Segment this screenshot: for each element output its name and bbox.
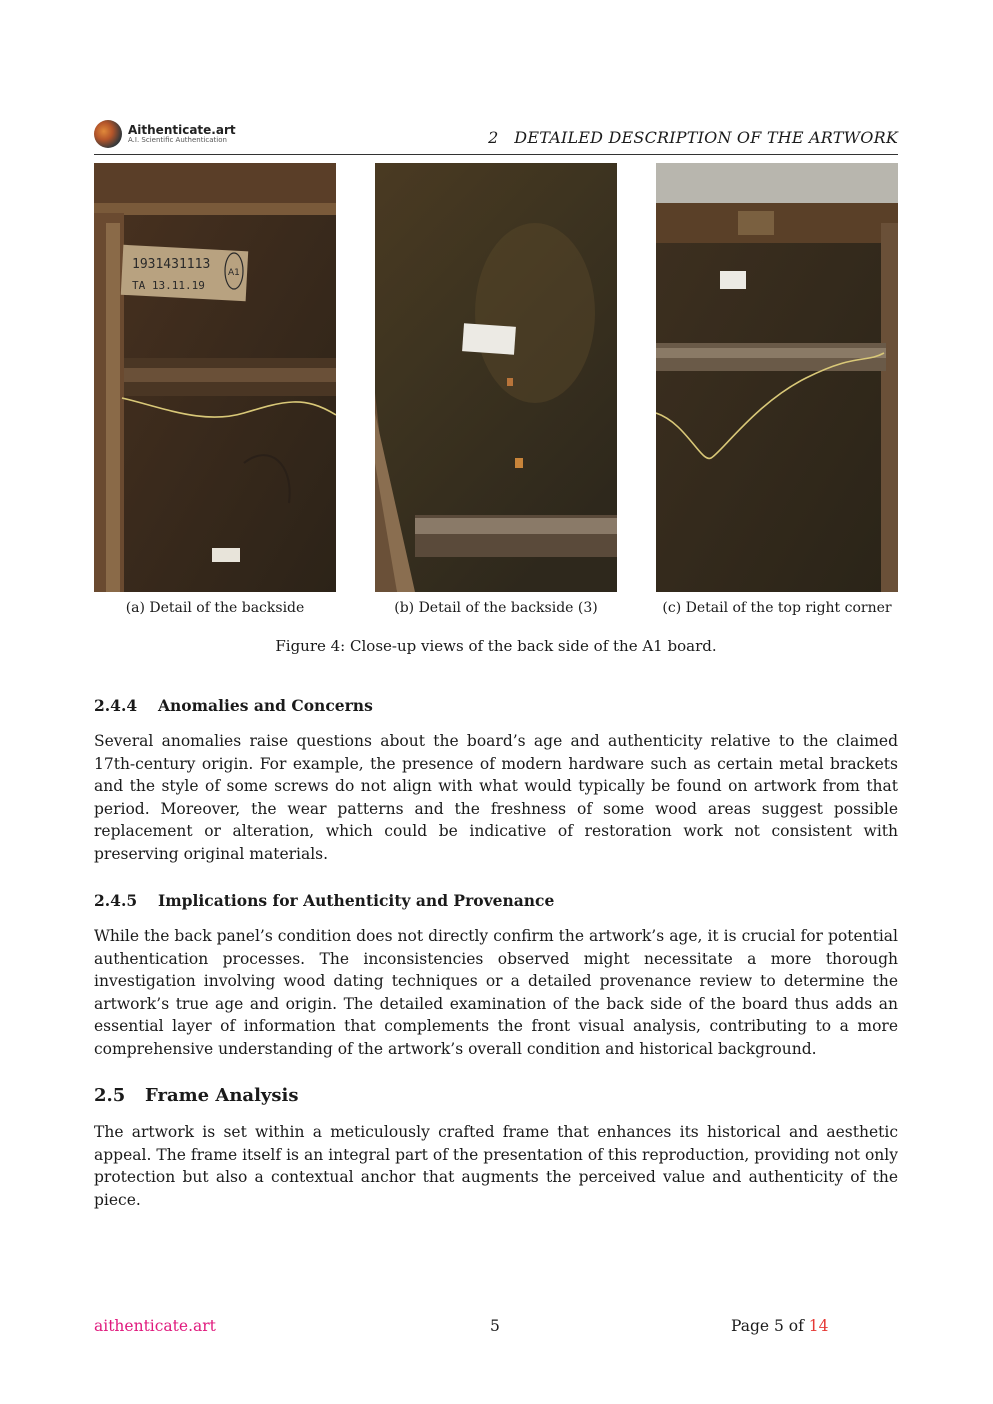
logo-tagline: A.I. Scientific Authentication: [128, 136, 227, 144]
section-number: 2.4.5: [94, 891, 138, 910]
logo: [94, 120, 236, 148]
subcaption-a: (a) Detail of the backside: [125, 600, 305, 616]
section-2-5-text: The artwork is set within a meticulously crafted frame that enhances its historical and aesthetic appeal. The frame itself is an integral part of the presentation of this reproduction, providing not only protection but also a contextual anchor that augments the perceived value and authenticity of the piece.: [94, 1123, 898, 1209]
figure-4: [94, 163, 898, 593]
page-header: [94, 118, 898, 155]
section-2-4-4-heading: [94, 696, 373, 715]
section-2-4-4-text: Several anomalies raise questions about the board’s age and authenticity relative to the claimed 17th-century origin. For example, the presence of modern hardware such as certain metal brackets and the style of some screws do not align with what would typically be found on artwork from that period. Moreover, the wear patterns and the freshness of some wood areas suggest possible replacement or alteration, which could be indicative of restoration work not consistent with preserving original materials.: [94, 732, 898, 863]
section-number: 2.4.4: [94, 696, 138, 715]
section-title: Implications for Authenticity and Provenance: [158, 891, 555, 910]
photo-backside-detail: [94, 163, 336, 592]
photo-backside-detail-3: [375, 163, 617, 592]
footer-page-number: 5: [490, 1317, 500, 1335]
footer-page-count: [731, 1317, 829, 1335]
footer-site-link[interactable]: aithenticate.art: [94, 1317, 216, 1335]
label-a-circle: A1: [228, 268, 240, 278]
section-title: Frame Analysis: [145, 1085, 299, 1106]
figure-caption: Figure 4: Close-up views of the back side of the A1 board.: [275, 637, 717, 655]
label-a-line1: 1931431113: [132, 257, 211, 272]
section-number: 2.5: [94, 1085, 126, 1106]
photo-top-right-corner: [656, 163, 898, 592]
logo-icon: [94, 120, 122, 148]
section-2-5-heading: [94, 1085, 299, 1106]
page-total-link[interactable]: 14: [808, 1317, 829, 1335]
section-2-4-5-heading: [94, 891, 554, 910]
running-title: 2 DETAILED DESCRIPTION OF THE ARTWORK: [488, 128, 898, 147]
section-title: Anomalies and Concerns: [158, 696, 373, 715]
subcaption-b: (b) Detail of the backside (3): [394, 600, 598, 616]
logo-name: Aithenticate.art: [128, 123, 236, 137]
subcaption-c: (c) Detail of the top right corner: [662, 600, 892, 616]
section-2-4-5-text: While the back panel’s condition does not directly confirm the artwork’s age, it is crucial for potential authentication processes. The inconsistencies observed might necessitate a more thorough investigation involving wood dating techniques or a detailed provenance review to determine the artwork’s true age and origin. The detailed examination of the back side of the board thus adds an essential layer of information that complements the front visual analysis, contributing to a more comprehensive understanding of the artwork’s overall condition and historical background.: [94, 927, 898, 1058]
label-a-line2: TA 13.11.19: [132, 279, 205, 292]
page-prefix: Page 5 of: [731, 1317, 809, 1335]
